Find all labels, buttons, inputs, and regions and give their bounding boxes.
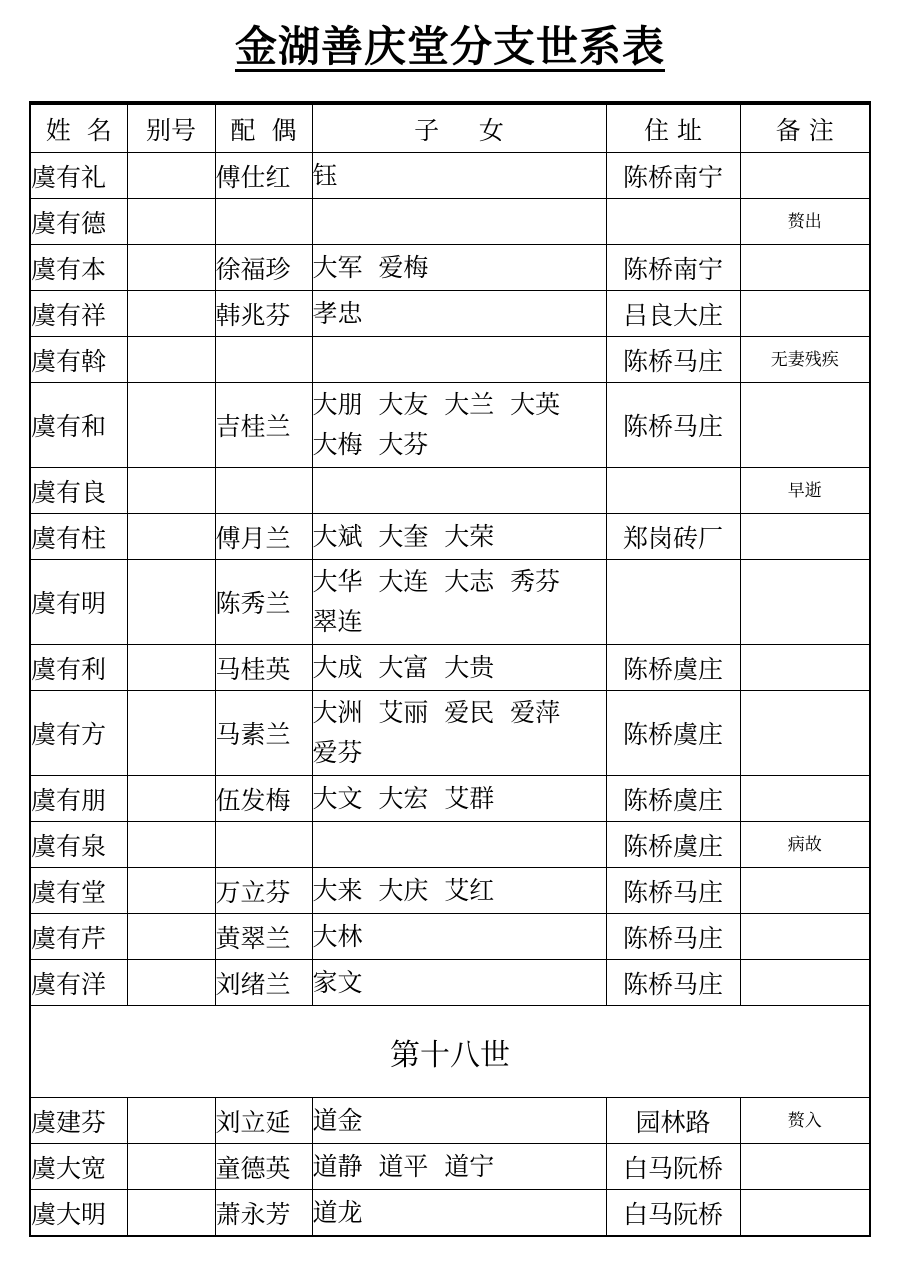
genealogy-table: [29, 101, 871, 1237]
table-body-gen17: [30, 153, 870, 1006]
person-alias: [127, 153, 215, 199]
person-spouse: 吉桂兰: [215, 383, 312, 468]
person-name: 虞有明: [30, 560, 127, 645]
person-children: [312, 199, 606, 245]
children-line: 钰: [312, 160, 338, 190]
person-children: [312, 645, 606, 691]
table-row: [30, 291, 870, 337]
person-note: [740, 960, 870, 1006]
person-note: [740, 1144, 870, 1190]
table-row: [30, 514, 870, 560]
person-note: [740, 645, 870, 691]
header-children: 子 女: [312, 103, 606, 153]
person-spouse: 刘绪兰: [215, 960, 312, 1006]
person-address: [606, 468, 740, 514]
document-title-wrap: [0, 14, 900, 74]
person-alias: [127, 514, 215, 560]
table-row: [30, 560, 870, 645]
children-line: 大成 大富 大贵: [312, 652, 495, 682]
person-alias: [127, 691, 215, 776]
person-address: 陈桥虞庄: [606, 822, 740, 868]
person-alias: [127, 645, 215, 691]
table-row: [30, 383, 870, 468]
table-body-gen18: [30, 1098, 870, 1237]
person-address: 郑岗砖厂: [606, 514, 740, 560]
table-row: [30, 868, 870, 914]
person-note: [740, 822, 870, 868]
children-line: 大文 大宏 艾群: [312, 783, 495, 813]
children-line: 孝忠: [312, 298, 363, 328]
children-line: 道静 道平 道宁: [312, 1151, 495, 1181]
person-address: 白马阮桥: [606, 1144, 740, 1190]
person-alias: [127, 337, 215, 383]
person-address: 陈桥马庄: [606, 383, 740, 468]
person-spouse: 傅仕红: [215, 153, 312, 199]
person-spouse: 韩兆芬: [215, 291, 312, 337]
person-spouse: 陈秀兰: [215, 560, 312, 645]
person-name: 虞有和: [30, 383, 127, 468]
table-row: [30, 691, 870, 776]
generation-divider: [30, 1006, 870, 1098]
person-alias: [127, 960, 215, 1006]
person-children: [312, 868, 606, 914]
person-alias: [127, 914, 215, 960]
person-note: [740, 560, 870, 645]
person-address: 白马阮桥: [606, 1190, 740, 1237]
table-row: [30, 245, 870, 291]
person-note: [740, 291, 870, 337]
person-address: 陈桥虞庄: [606, 691, 740, 776]
table-row: [30, 199, 870, 245]
person-spouse: 刘立延: [215, 1098, 312, 1144]
person-note: [740, 868, 870, 914]
header-address: 住 址: [606, 103, 740, 153]
person-spouse: 伍发梅: [215, 776, 312, 822]
person-spouse: 童德英: [215, 1144, 312, 1190]
table-row: [30, 153, 870, 199]
person-children: [312, 822, 606, 868]
person-alias: [127, 822, 215, 868]
person-spouse: [215, 822, 312, 868]
person-note: [740, 383, 870, 468]
person-alias: [127, 560, 215, 645]
header-note: 备 注: [740, 103, 870, 153]
children-line: 道龙: [312, 1197, 363, 1227]
person-children: [312, 245, 606, 291]
person-children: [312, 1098, 606, 1144]
person-note: [740, 776, 870, 822]
person-children: [312, 560, 606, 645]
person-spouse: 黄翠兰: [215, 914, 312, 960]
person-alias: [127, 868, 215, 914]
children-line: 大林: [312, 921, 363, 951]
children-line: 爱芬: [312, 738, 363, 767]
children-line: 大朋 大友 大兰 大英: [312, 390, 561, 419]
table-row: [30, 914, 870, 960]
person-spouse: 马素兰: [215, 691, 312, 776]
person-name: 虞有本: [30, 245, 127, 291]
note-text: 无妻残疾: [770, 349, 839, 370]
person-note: [740, 691, 870, 776]
person-note: [740, 199, 870, 245]
children-line: 家文: [312, 967, 363, 997]
generation-label: 第十八世: [30, 1006, 870, 1098]
person-name: 虞有利: [30, 645, 127, 691]
person-address: [606, 560, 740, 645]
person-name: 虞有礼: [30, 153, 127, 199]
person-address: 园林路: [606, 1098, 740, 1144]
person-address: 陈桥南宁: [606, 153, 740, 199]
person-name: 虞建芬: [30, 1098, 127, 1144]
person-address: 陈桥马庄: [606, 914, 740, 960]
person-children: [312, 514, 606, 560]
children-line: 大梅 大芬: [312, 430, 429, 459]
children-line: 道金: [312, 1105, 363, 1135]
table-row: [30, 1190, 870, 1237]
person-note: [740, 468, 870, 514]
person-address: [606, 199, 740, 245]
note-text: 早逝: [787, 480, 822, 501]
person-alias: [127, 468, 215, 514]
person-children: [312, 337, 606, 383]
person-note: [740, 1190, 870, 1237]
table-row: [30, 776, 870, 822]
person-name: 虞有泉: [30, 822, 127, 868]
person-address: 陈桥马庄: [606, 960, 740, 1006]
person-children: [312, 1190, 606, 1237]
person-name: 虞有德: [30, 199, 127, 245]
person-alias: [127, 1144, 215, 1190]
person-note: [740, 514, 870, 560]
person-children: [312, 153, 606, 199]
person-children: [312, 914, 606, 960]
note-text: 赘出: [787, 211, 822, 232]
person-name: 虞有柱: [30, 514, 127, 560]
person-children: [312, 776, 606, 822]
person-spouse: [215, 468, 312, 514]
generation-row: [30, 1006, 870, 1098]
person-name: 虞有祥: [30, 291, 127, 337]
person-spouse: 马桂英: [215, 645, 312, 691]
table-row: [30, 1144, 870, 1190]
table-row: [30, 1098, 870, 1144]
header-name: 姓 名: [30, 103, 127, 153]
children-line: 大华 大连 大志 秀芬: [312, 567, 561, 596]
children-line: 大洲 艾丽 爱民 爱萍: [312, 698, 561, 727]
table-row: [30, 822, 870, 868]
person-children: [312, 1144, 606, 1190]
person-note: [740, 245, 870, 291]
children-line: 大军 爱梅: [312, 252, 429, 282]
person-name: 虞有方: [30, 691, 127, 776]
person-spouse: 万立芬: [215, 868, 312, 914]
table-row: [30, 645, 870, 691]
person-children: [312, 468, 606, 514]
person-note: [740, 153, 870, 199]
person-address: 陈桥马庄: [606, 868, 740, 914]
person-spouse: 徐福珍: [215, 245, 312, 291]
person-note: [740, 914, 870, 960]
note-text: 赘入: [787, 1110, 822, 1131]
person-name: 虞有斡: [30, 337, 127, 383]
person-alias: [127, 1098, 215, 1144]
person-spouse: 萧永芳: [215, 1190, 312, 1237]
person-name: 虞有堂: [30, 868, 127, 914]
person-spouse: 傅月兰: [215, 514, 312, 560]
person-alias: [127, 199, 215, 245]
person-children: [312, 960, 606, 1006]
person-name: 虞有朋: [30, 776, 127, 822]
note-text: 病故: [787, 834, 822, 855]
person-children: [312, 383, 606, 468]
person-address: 陈桥马庄: [606, 337, 740, 383]
person-name: 虞大明: [30, 1190, 127, 1237]
document-title: 金湖善庆堂分支世系表: [234, 22, 665, 71]
person-note: [740, 337, 870, 383]
children-line: 大斌 大奎 大荣: [312, 521, 495, 551]
person-alias: [127, 383, 215, 468]
person-name: 虞大宽: [30, 1144, 127, 1190]
person-address: 吕良大庄: [606, 291, 740, 337]
children-line: 翠连: [312, 607, 363, 636]
person-children: [312, 291, 606, 337]
header-row: [30, 103, 870, 153]
person-name: 虞有洋: [30, 960, 127, 1006]
person-spouse: [215, 199, 312, 245]
person-alias: [127, 245, 215, 291]
person-spouse: [215, 337, 312, 383]
person-children: [312, 691, 606, 776]
table-row: [30, 468, 870, 514]
header-spouse: 配 偶: [215, 103, 312, 153]
person-alias: [127, 776, 215, 822]
person-address: 陈桥虞庄: [606, 645, 740, 691]
person-alias: [127, 1190, 215, 1237]
person-address: 陈桥虞庄: [606, 776, 740, 822]
person-name: 虞有芹: [30, 914, 127, 960]
children-line: 大来 大庆 艾红: [312, 875, 495, 905]
header-alias: 别号: [127, 103, 215, 153]
table-row: [30, 337, 870, 383]
person-address: 陈桥南宁: [606, 245, 740, 291]
person-note: [740, 1098, 870, 1144]
person-alias: [127, 291, 215, 337]
person-name: 虞有良: [30, 468, 127, 514]
table-row: [30, 960, 870, 1006]
